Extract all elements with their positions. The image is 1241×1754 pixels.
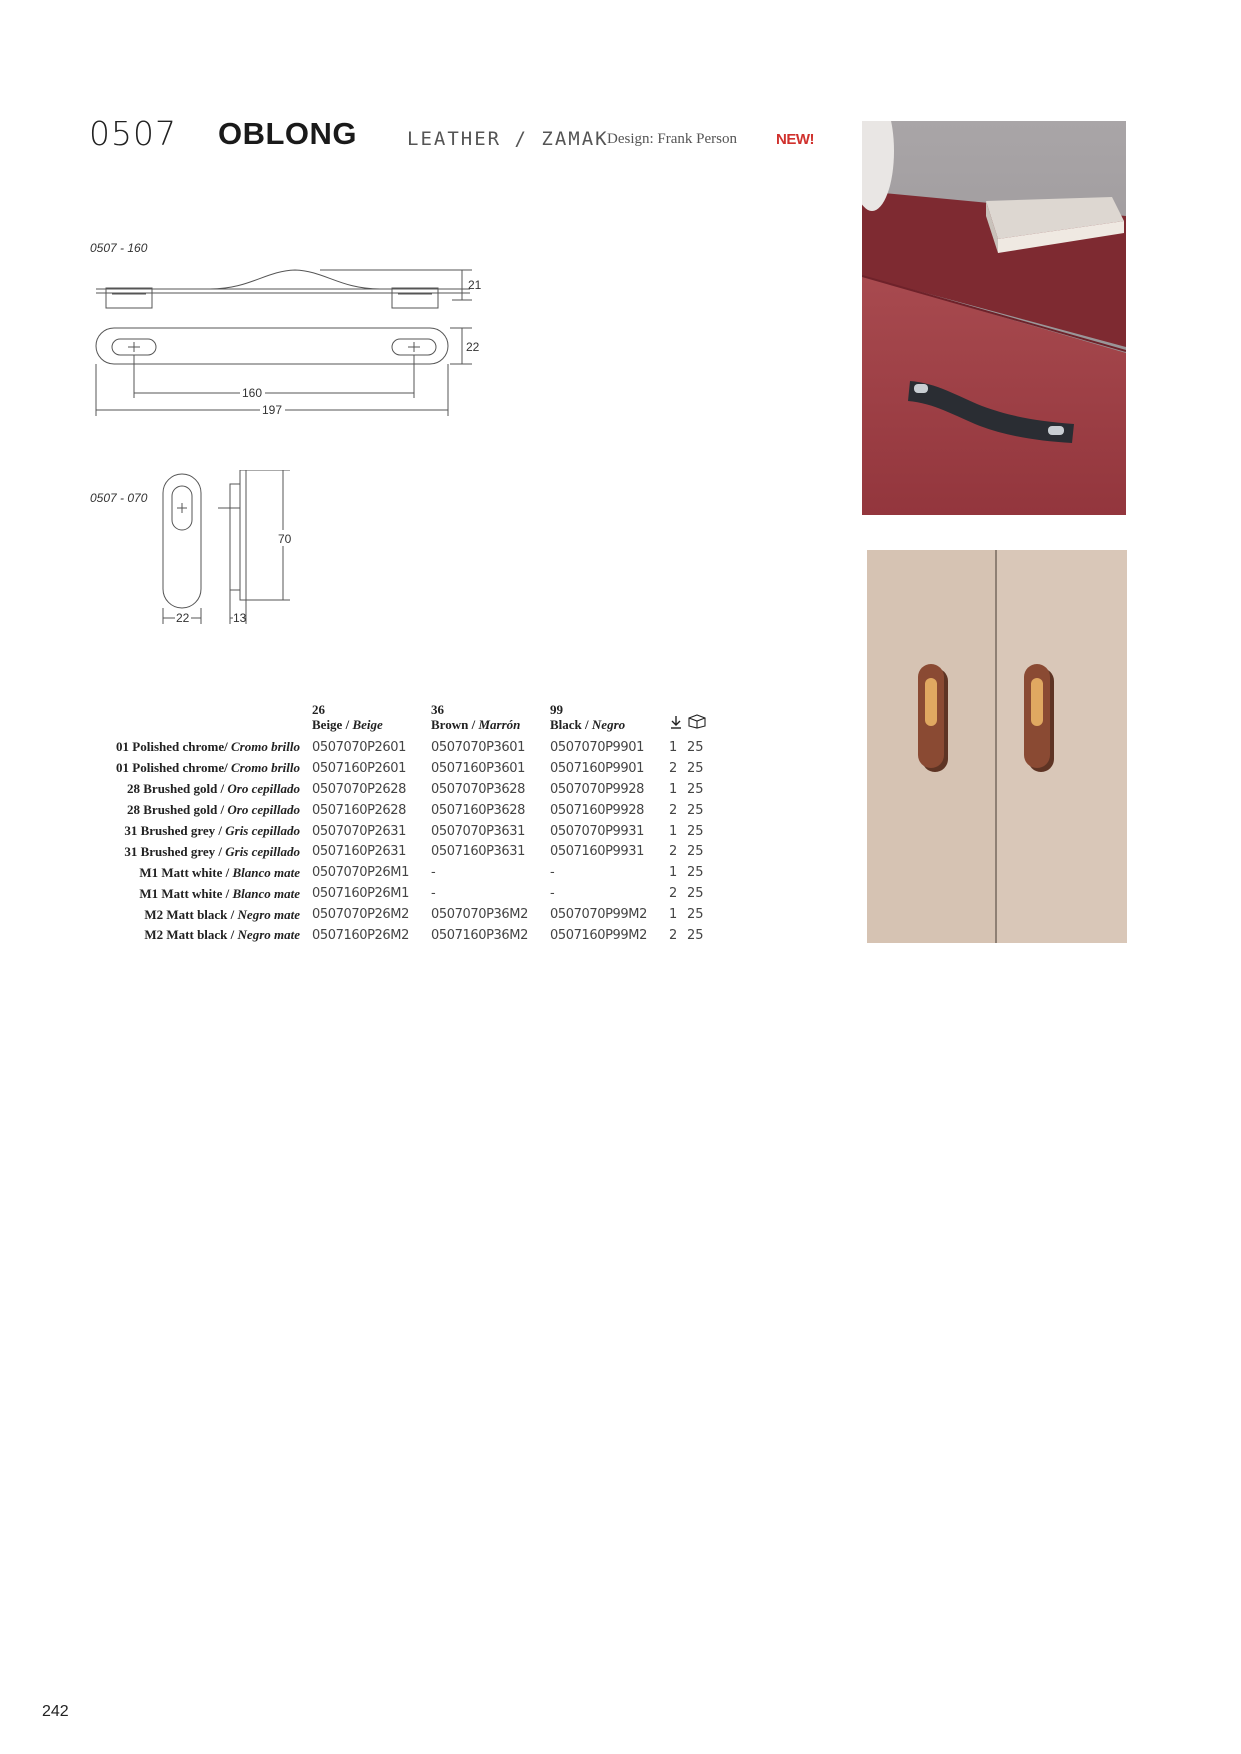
table-row xyxy=(88,883,717,904)
reference-cell: 0507160P26M2 xyxy=(312,927,409,943)
box-cell: 25 xyxy=(687,907,704,923)
qty-cell: 1 xyxy=(669,781,678,797)
dim-height-160: 21 xyxy=(468,278,482,292)
reference-cell: 0507160P3601 xyxy=(431,760,526,776)
finish-cell: M2 Matt black / Negro mate xyxy=(144,927,300,943)
reference-cell: 0507160P2631 xyxy=(312,844,407,860)
cabinet-photo xyxy=(862,121,1126,515)
reference-cell: 0507160P36M2 xyxy=(431,927,528,943)
reference-cell: - xyxy=(431,886,436,902)
reference-cell: - xyxy=(550,865,555,881)
dim-depth-070: 13 xyxy=(233,611,247,625)
box-cell: 25 xyxy=(687,781,704,797)
table-row xyxy=(88,821,717,842)
finish-cell: 01 Polished chrome/ Cromo brillo xyxy=(116,760,300,776)
drawing-label-160: 0507 - 160 xyxy=(90,241,148,255)
reference-cell: 0507070P9901 xyxy=(550,739,645,755)
reference-cell: - xyxy=(431,865,436,881)
box-cell: 25 xyxy=(687,865,704,881)
table-row xyxy=(88,862,717,883)
product-code: 0507 xyxy=(89,114,177,153)
box-cell: 25 xyxy=(687,844,704,860)
reference-cell: 0507160P99M2 xyxy=(550,927,647,943)
table-row xyxy=(88,758,717,779)
reference-cell: 0507070P99M2 xyxy=(550,907,647,923)
reference-cell: 0507160P9901 xyxy=(550,760,645,776)
column-header-beige: 26 Beige / Beige xyxy=(312,702,383,732)
reference-cell: 0507160P3631 xyxy=(431,844,526,860)
dim-length-160: 197 xyxy=(262,403,283,417)
dim-center-160: 160 xyxy=(242,386,263,400)
reference-cell: 0507070P36M2 xyxy=(431,907,528,923)
reference-cell: 0507160P26M1 xyxy=(312,886,409,902)
reference-cell: 0507070P9931 xyxy=(550,823,645,839)
table-row xyxy=(88,904,717,925)
reference-cell: 0507070P9928 xyxy=(550,781,645,797)
qty-cell: 2 xyxy=(669,927,678,943)
table-header-row xyxy=(88,702,717,737)
reference-table xyxy=(88,702,717,946)
box-cell: 25 xyxy=(687,823,704,839)
reference-cell: - xyxy=(550,886,555,902)
qty-cell: 1 xyxy=(669,823,678,839)
column-header-brown: 36 Brown / Marrón xyxy=(431,702,521,732)
finish-cell: 01 Polished chrome/ Cromo brillo xyxy=(116,739,300,755)
finish-cell: 31 Brushed grey / Gris cepillado xyxy=(124,843,300,859)
qty-cell: 2 xyxy=(669,844,678,860)
technical-drawing-070 xyxy=(155,470,305,630)
finish-cell: M2 Matt black / Negro mate xyxy=(144,906,300,922)
table-row xyxy=(88,779,717,800)
reference-cell: 0507070P3601 xyxy=(431,739,526,755)
reference-cell: 0507070P2628 xyxy=(312,781,407,797)
dim-length-070: 70 xyxy=(278,532,292,546)
box-cell: 25 xyxy=(687,927,704,943)
download-arrow-icon xyxy=(669,715,683,729)
reference-cell: 0507070P2601 xyxy=(312,739,407,755)
finish-cell: M1 Matt white / Blanco mate xyxy=(139,885,300,901)
finish-cell: M1 Matt white / Blanco mate xyxy=(139,864,300,880)
finish-cell: 28 Brushed gold / Oro cepillado xyxy=(127,781,300,797)
product-material: LEATHER / ZAMAK xyxy=(407,128,609,150)
box-cell: 25 xyxy=(687,886,704,902)
table-row xyxy=(88,737,717,758)
dim-width-160: 22 xyxy=(466,340,480,354)
reference-cell: 0507070P3628 xyxy=(431,781,526,797)
finish-cell: 31 Brushed grey / Gris cepillado xyxy=(124,823,300,838)
qty-cell: 2 xyxy=(669,760,678,776)
drawing-label-070: 0507 - 070 xyxy=(90,491,148,505)
qty-cell: 2 xyxy=(669,886,678,902)
box-cell: 25 xyxy=(687,760,704,776)
photo-black-handle-cabinet xyxy=(862,121,1126,515)
technical-drawing-160 xyxy=(90,258,490,423)
box-cell: 25 xyxy=(687,802,704,818)
reference-cell: 0507160P9928 xyxy=(550,802,645,818)
dim-width-070: 22 xyxy=(176,611,190,625)
product-name: OBLONG xyxy=(218,116,358,151)
doors-photo xyxy=(867,550,1127,943)
qty-cell: 1 xyxy=(669,907,678,923)
finish-cell: 28 Brushed gold / Oro cepillado xyxy=(127,802,300,818)
reference-cell: 0507160P3628 xyxy=(431,802,526,818)
reference-cell: 0507070P3631 xyxy=(431,823,526,839)
reference-cell: 0507160P2601 xyxy=(312,760,407,776)
reference-cell: 0507070P2631 xyxy=(312,823,407,839)
new-badge: NEW! xyxy=(776,131,814,148)
reference-cell: 0507070P26M1 xyxy=(312,865,409,881)
reference-cell: 0507070P26M2 xyxy=(312,907,409,923)
box-icon xyxy=(687,714,707,729)
box-cell: 25 xyxy=(687,739,704,755)
table-row xyxy=(88,925,717,946)
box-header xyxy=(687,702,717,737)
page-number: 242 xyxy=(42,1703,69,1720)
qty-header xyxy=(669,702,687,737)
finish-header xyxy=(88,702,312,737)
table-row xyxy=(88,800,717,821)
designer-credit: Design: Frank Person xyxy=(607,131,737,147)
reference-cell: 0507160P9931 xyxy=(550,844,645,860)
qty-cell: 1 xyxy=(669,865,678,881)
qty-cell: 2 xyxy=(669,802,678,818)
table-row xyxy=(88,841,717,862)
reference-cell: 0507160P2628 xyxy=(312,802,407,818)
photo-brown-handles-doors xyxy=(867,550,1127,943)
qty-cell: 1 xyxy=(669,739,678,755)
column-header-black: 99 Black / Negro xyxy=(550,702,626,732)
